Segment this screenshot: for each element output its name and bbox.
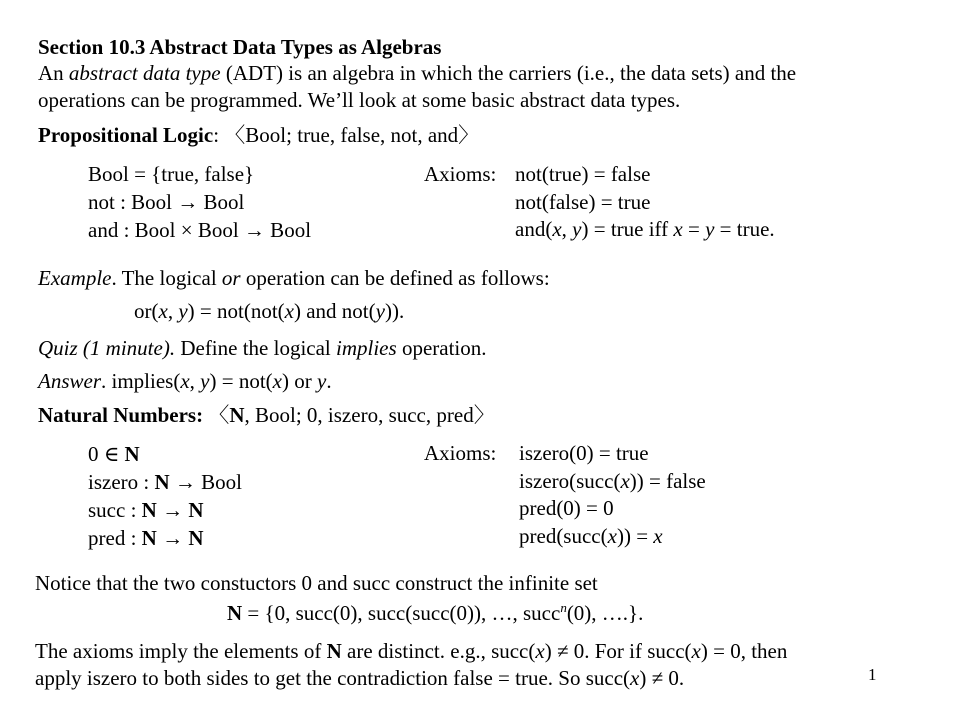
nat-sig-zero: 0 ∈ N [88,442,140,466]
nat-axiom-1: iszero(0) = true [519,441,649,465]
nat-axiom-2: iszero(succ(x)) = false [519,469,706,493]
prop-logic-heading: Propositional Logic: 〈Bool; true, false, not, and〉 [38,123,480,147]
nat-axioms-label: Axioms: [424,441,497,465]
notice-line: Notice that the two constuctors 0 and succ construct the infinite set [35,571,598,595]
conclusion-line-2: apply iszero to both sides to get the contradiction false = true. So succ(x) ≠ 0. [35,666,685,690]
nat-axiom-3: pred(0) = 0 [519,496,614,520]
nat-numbers-heading: Natural Numbers: 〈N, Bool; 0, iszero, succ, pred〉 [38,403,495,427]
prop-axioms-label: Axioms: [424,162,497,186]
nat-sig-iszero: iszero : N → Bool [88,470,242,494]
intro-line-2: operations can be programmed. We’ll look at some basic abstract data types. [38,88,681,112]
prop-axiom-1: not(true) = false [515,162,651,186]
page-number: 1 [868,665,877,684]
section-title: Section 10.3 Abstract Data Types as Algebras [38,35,442,59]
quiz-line: Quiz (1 minute). Define the logical implies operation. [38,336,487,360]
set-formula: N = {0, succ(0), succ(succ(0)), …, succ$^n$(0), ….}. [227,600,644,625]
example-formula: or(x, y) = not(not(x) and not(y)). [134,299,405,323]
term-abstract-data-type: abstract data type [68,61,221,85]
prop-axiom-3: and(x, y) = true iff x = y = true. [515,217,775,241]
intro-line-1: An abstract data type (ADT) is an algebra in which the carriers (i.e., the data sets) and the [38,61,797,85]
prop-axiom-2: not(false) = true [515,190,651,214]
nat-sig-succ: succ : N → N [88,498,204,522]
nat-axiom-4: pred(succ(x)) = x [519,524,663,548]
prop-sig-and: and : Bool × Bool → Bool [88,218,312,242]
conclusion-line-1: The axioms imply the elements of N are distinct. e.g., succ(x) ≠ 0. For if succ(x) = 0, then [35,639,788,663]
nat-sig-pred: pred : N → N [88,526,204,550]
example-line: Example. The logical or operation can be defined as follows: [38,266,550,290]
answer-line: Answer. implies(x, y) = not(x) or y. [38,369,332,393]
prop-sig-bool: Bool = {true, false} [88,162,255,186]
prop-sig-not: not : Bool → Bool [88,190,245,214]
